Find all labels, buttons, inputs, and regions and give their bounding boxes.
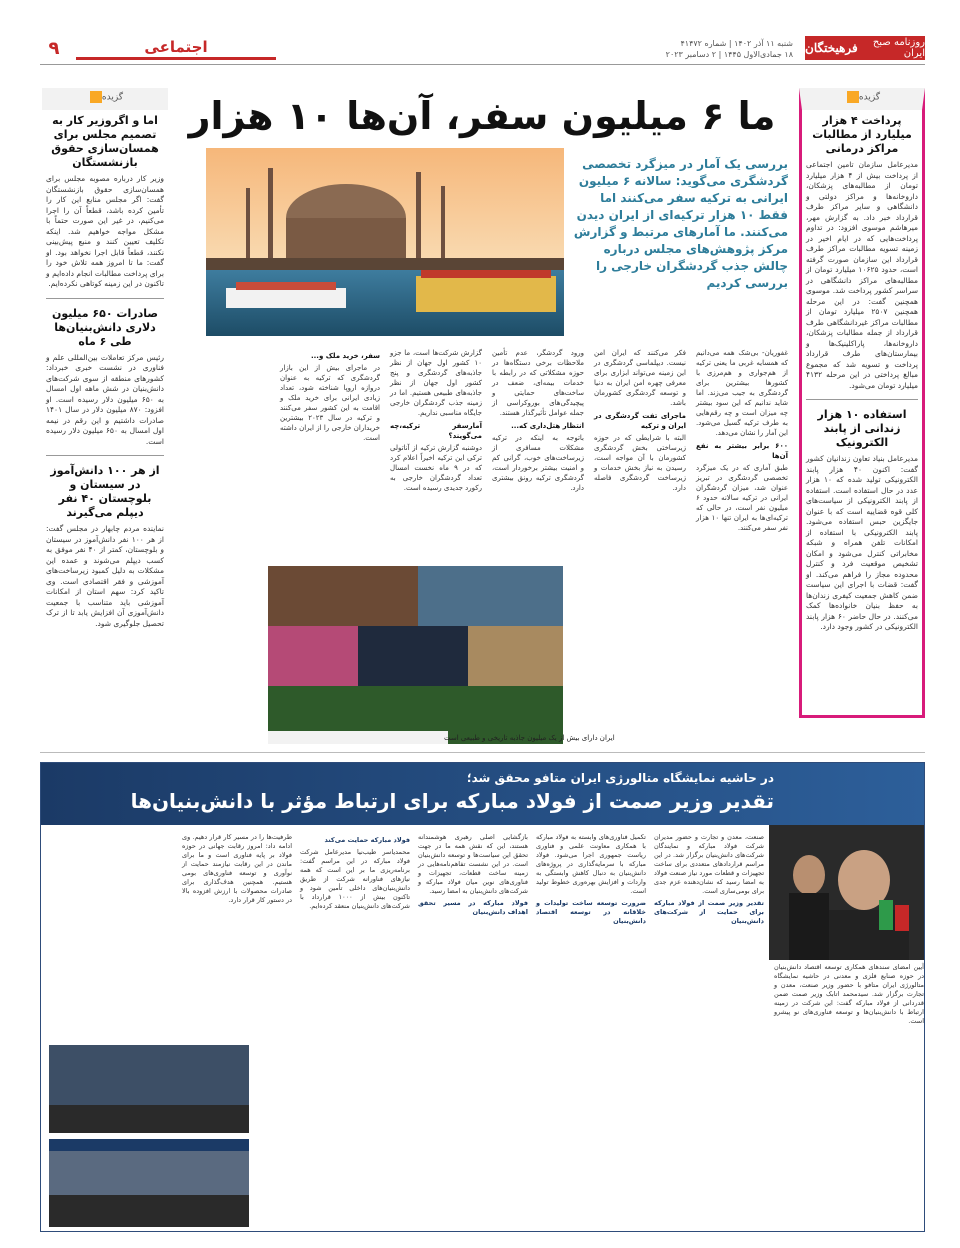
article-columns — [176, 348, 788, 746]
tag-marker-icon — [847, 91, 859, 103]
ad-column — [418, 833, 528, 1228]
collage-caption: ایران دارای بیش از یک میلیون جاذبه تاریخی و طبیعی است — [444, 734, 615, 742]
ad-column-text: محمدیاسر طیب‌نیا مدیرعامل شرکت فولاد مبارکه در این مراسم گفت: برنامه‌ریزی ما بر این است که همه نیازهای فناورانه شرکت از طریق دانش‌بنیان‌های داخلی تأمین شود و تاکنون بیش از ۱۰۰۰ قرارداد با شرکت‌های دانش‌بنیان منعقد کرده‌ایم. — [300, 848, 410, 910]
sidebar-right-tag: گزیده — [802, 91, 922, 103]
ad-column — [536, 833, 646, 1228]
ad-subheading: فولاد مبارکه در مسیر تحقق اهداف دانش‌بنیان — [418, 899, 528, 916]
news-body: وزیر کار درباره مصوبه مجلس برای همسان‌سازی حقوق بازنشستگان گفت: اگر مجلس منابع این کار را تأمین کرده باشد، قطعاً آن را اجرا می‌کنیم، در غیر این صورت حتماً با مشکل مواجه خواهیم شد. اینکه تکلیف تعیین کنند و منبع پیش‌بینی نکنند، قطعاً قابل اجرا نخواهد بود. او گفت: ما تا امروز همه تلاش خود را برای پرداخت مطالبات انجام داده‌ایم و تاکنون در این زمینه کوتاهی نکرده‌ایم. — [46, 174, 164, 288]
date-line-1: شنبه ۱۱ آذر ۱۴۰۲ | شماره ۴۱۴۷۲ — [680, 39, 793, 48]
subheading: انتظار هتل‌داری که... — [511, 422, 584, 430]
column-text: ورود گردشگر، عدم تأمین ملاحظات برخی دستگاه‌ها در حوزه مشکلاتی که در رابطه با خدمات بیمه‌ای، ضعف در ساخت‌های حمایتی و پیچیدگی‌های بوروکراسی از جمله عوامل تأثیرگذار هستند. — [492, 349, 584, 417]
column-text: البته با شرایطی که در حوزه زیرساختی بخش گردشگری کشورمان با آن مواجه است، رسیدن به نیاز بخش خدمات و زیرساخت گردشگری فاصله دارد. — [594, 434, 686, 492]
article-column — [390, 348, 482, 558]
section-title: اجتماعی — [76, 36, 276, 60]
subheading: آمارسفر ترکیه،چه می‌گویند؟ — [390, 422, 482, 440]
article-column — [492, 348, 584, 558]
date-line-2: ۱۸ جمادی‌الاول ۱۴۴۵ | ۲ دسامبر ۲۰۲۳ — [665, 50, 793, 59]
header-rule — [40, 64, 925, 65]
issue-date — [666, 38, 793, 60]
ad-column — [654, 833, 764, 1228]
news-title: استفاده ۱۰ هزار زندانی از پابند الکترونیک — [817, 408, 907, 449]
news-body: مدیرعامل سازمان تامین اجتماعی از پرداخت بیش از ۴ هزار میلیارد تومان از مطالبه‌های پزشکان، داروخانه‌ها و مراکز دولتی و دانشگاهی و سایر مراکز طرف قرارداد خبر داد. به گزارش مهر، میرهاشم موسوی افزود: در تداوم پرداخت‌هایی که در ایام اخیر در زمینه تسویه مطالبات مراکز طرف قرارداد این سازمان صورت گرفته است، حدود ۱۰۶۲۵ میلیارد تومان از مطالبه‌های مراکز دانشگاهی در سراسر کشور پرداخت شد. موسوی همچنین گفت: در این مرحله همچنین ۲۵۰۷ میلیارد تومان از مطالبات مراکز غیردانشگاهی طرف قرارداد از جمله مطالبات پزشکان، داروخانه‌ها، پاراکلینیک‌ها و بیمارستان‌های طرف قرارداد پرداخت و تسویه شد که مجموع مبالغ پرداختی در این مرحله ۴۱۳۲ میلیارد تومان می‌شود. — [806, 160, 919, 390]
ad-title-bar — [41, 763, 924, 825]
news-title: از هر ۱۰۰ دانش‌آموز در سیستان و بلوچستان ۴۰ نفر دیپلم می‌گیرند — [50, 464, 160, 519]
ad-subheading: ضرورت توسعه ساخت تولیدات و خلاقانه در توسعه اقتصاد دانش‌بنیان — [536, 899, 646, 925]
article-column — [594, 348, 686, 746]
ad-column — [300, 833, 410, 1228]
main-story — [176, 86, 788, 746]
column-text: طبق آماری که در یک میزگرد تخصصی گردشگری در تبریز عنوان شد، میزان گردشگران ایرانی در ترکیه سالانه حدود ۶ میلیون نفر است، در حالی که ترکیه‌ای‌ها به ایران تنها ۱۰ هزار نفر سفر می‌کنند. — [696, 464, 788, 532]
section-divider — [40, 752, 925, 753]
paper-brand — [805, 36, 925, 60]
ad-photo-group — [49, 1045, 249, 1227]
paper-logo: فرهیختگان — [805, 41, 858, 55]
paper-tagline: روزنامه صبح ایران — [872, 37, 925, 59]
ad-subheading: تقدیر وزیر صمت از فولاد مبارکه برای حمایت از شرکت‌های دانش‌بنیان — [654, 899, 764, 925]
divider — [806, 399, 918, 400]
column-text: باتوجه به اینکه در ترکیه مشکلات مسافری از زیرساخت‌های خوب، گرانی کم و امنیت بیشتر برخوردار است، گردشگری ترکیه رونق بیشتری دارد. — [492, 434, 584, 492]
sidebar-left — [42, 88, 168, 708]
tag-marker-icon — [90, 91, 102, 103]
news-title: پرداخت ۴ هزار میلیارد از مطالبات مراکز درمانی — [812, 114, 912, 155]
masthead — [40, 36, 925, 62]
ad-supertitle: در حاشیه نمایشگاه متالورژی ایران متافو محقق شد؛ — [466, 771, 774, 785]
column-text: دوشنبه گزارش ترکیه از آناتولی ترکی این ترکیه اخیراً اعلام کرد که در ۹ ماه نخست امسال تعداد گردشگران خارجی به رکورد جدیدی رسیده است. — [390, 444, 482, 492]
subheading: ۶۰۰ برابر بیشتر به نفع آن‌ها — [696, 442, 788, 460]
article-column — [280, 348, 380, 558]
column-text: فکر می‌کنند که ایران امن نیست. دیپلماسی گردشگری در این زمینه می‌تواند ابزاری برای معرفی چهره امن ایران به دنیا و توسعه گردشگری کشورمان باشد. — [594, 349, 686, 407]
ad-photo-minister — [769, 825, 924, 960]
advertorial — [40, 762, 925, 1232]
news-body: مدیرعامل بنیاد تعاون زندانیان کشور گفت: اکنون ۴۰ هزار پابند الکترونیکی تولید شده که ۱۰ هزار عدد در حال استفاده است. استفاده از پابند الکترونیکی از سیاست‌های کلی قوه قضاییه است که با عنوان جایگزین حبس استفاده می‌شود. پابند الکترونیکی با استفاده از امکانات تلفن همراه و شبکه مخابراتی کنترل می‌شود و امکان تشخیص موقعیت فرد و کنترل محدوده مجاز را فراهم می‌کند. او گفت: قضات با اجرای این سیاست ضمن کاهش جمعیت کیفری زندان‌ها به حفظ بنیان خانواده‌ها کمک می‌کنند. در حال حاضر ۶۰ هزار پابند الکترونیکی در کشور وجود دارد. — [806, 454, 919, 631]
article-column — [696, 348, 788, 746]
ad-column-text: طرفیت‌ها را در مسیر کار قرار دهیم. وی ادامه داد: امروز رقابت جهانی در حوزه فولاد بر پایه فناوری است و ما برای ماندن در این رقابت نیازمند حمایت از نوآوری و توسعه فناوری‌های بومی هستیم. همچنین هدف‌گذاری برای صادرات محصولات با ارزش افزوده بالا در دستور کار قرار دارد. — [182, 833, 292, 904]
column-text: غفوریان- بی‌شک همه می‌دانیم که همسایه غربی ما یعنی ترکیه از هم‌جواری و هم‌مرزی با کشورها بیشترین برای گردشگری به جیب می‌زند. اما شاید ندانیم که این سود بیشتر چه میزان است و چه رقم‌هایی به طرف ترکیه گسیل می‌شود. این آمار را نشان می‌دهد. — [696, 349, 788, 437]
divider — [46, 455, 164, 456]
page-number: ۹ — [48, 37, 60, 59]
ad-column — [182, 833, 292, 1038]
news-body: رئیس مرکز تعاملات بین‌المللی علم و فناوری در نشست خبری خبرداد: کشورهای منطقه از سوی شرکت‌های دانش‌بنیان در شش ماهه اول امسال به ۶۵۰ میلیون دلار رسیده است. او افزود: ۸۷۰ میلیون دلار در سال ۱۴۰۱ صادرات داشتیم و این رقم در نیمه اول امسال به ۶۵۰ میلیون دلار رسیده است. — [46, 352, 164, 446]
ad-column-text: تکمیل فناوری‌های وابسته به فولاد مبارکه با همکاری معاونت علمی و فناوری ریاست جمهوری اجرا می‌شود. فولاد مبارکه با سرمایه‌گذاری در پروژه‌های دانش‌بنیان به دنبال کاهش وابستگی به واردات و افزایش بهره‌وری خطوط تولید است. — [536, 833, 646, 895]
news-title: اما و اگروزیر کار به تصمیم مجلس برای همسان‌سازی حقوق بازنشستگان — [51, 114, 159, 169]
news-body: نماینده مردم چابهار در مجلس گفت: از هر ۱۰۰ نفر دانش‌آموز در سیستان و بلوچستان، کمتر از ۴۰ نفر موفق به کسب دیپلم می‌شوند و عمده این مشکلات به دلیل کمبود زیرساخت‌های آموزشی و فقر اقتصادی است. وی تاکید کرد: سهم استان از امکانات آموزشی باید متناسب با جمعیت دانش‌آموزی آن افزایش یابد تا از ترک تحصیل جلوگیری شود. — [46, 524, 164, 628]
ad-title: تقدیر وزیر صمت از فولاد مبارکه برای ارتباط مؤثر با دانش‌بنیان‌ها — [130, 789, 774, 813]
divider — [46, 298, 164, 299]
subheading: سفر، خرید ملک و... — [310, 352, 380, 360]
ad-photo-text: آیین امضای سندهای همکاری توسعه اقتصاد دانش‌بنیان در حوزه صنایع فلزی و معدنی در حاشیه نمایشگاه متالورژی ایران متافو با حضور وزیر صنعت، معدن و تجارت برگزار شد. سیدمحمد اتابک وزیر صمت ضمن قدردانی از فولاد مبارکه گفت: این شرکت در زمینه ارتباط با دانش‌بنیان‌ها و توسعه فناوری‌های نو پیشرو است. — [774, 963, 924, 1025]
news-title: صادرات ۶۵۰ میلیون دلاری دانش‌بنیان‌ها طی ۶ ماه — [52, 306, 158, 348]
sidebar-right — [799, 88, 925, 718]
main-headline: ما ۶ میلیون سفر، آن‌ها ۱۰ هزار — [188, 94, 776, 138]
column-text: در ماجرای بیش از این بازار گردشگری که ترکیه به عنوان دروازه اروپا شناخته شود، تعداد زیادی ایرانی برای خرید ملک و اقامت به این کشور سفر می‌کنند و ترکیه در سال ۲۰۲۳ بیشترین خریداران خارجی را از ایران داشته است. — [280, 364, 380, 442]
photo-collage — [268, 566, 615, 744]
sidebar-left-tag: گزیده — [42, 91, 168, 103]
subheading: ماجرای تفت گردشگری در ایران و ترکیه — [594, 412, 686, 430]
ad-subheading: فولاد مبارکه حمایت می‌کند — [324, 836, 410, 844]
column-text: گزارش شرکت‌ها است، ما جزو ۱۰ کشور اول جهان از نظر جاذبه‌های گردشگری و پنج کشور اول جهان از نظر جاذبه‌های طبیعی هستیم. اما در زمینه جذب گردشگران خارجی جایگاه مناسبی نداریم. — [390, 349, 482, 417]
ad-column-text: بازگشایی اصلی رهبری هوشمندانه هستند، این که نقش همه ما در جهت تحقق این سیاست‌ها و توسعه دانش‌بنیان است. در این نشست تفاهم‌نامه‌هایی در زمینه ساخت قطعات، تجهیزات و فناوری‌های نوین میان فولاد مبارکه و شرکت‌های دانش‌بنیان به امضا رسید. — [418, 833, 528, 895]
ad-column-text: صنعت، معدن و تجارت و حضور مدیران شرکت فولاد مبارکه و نمایندگان شرکت‌های دانش‌بنیان برگزار شد. در این مراسم قراردادهای متعددی برای ساخت تجهیزات و قطعات مورد نیاز صنعت فولاد به امضا رسید که نشان‌دهنده عزم جدی برای بومی‌سازی است. — [654, 833, 764, 895]
hero-photo-istanbul — [206, 148, 564, 336]
lead-paragraph: بررسی یک آمار در میزگرد تخصصی گردشگری می‌گوید: سالانه ۶ میلیون ایرانی به ترکیه سفر می‌کنند اما فقط ۱۰ هزار ترکیه‌ای از ایران دیدن می‌کنند. ما آمارهای مرتبط و گزارش مرکز پژوهش‌های مجلس درباره چالش جذب گردشگران خارجی را بررسی کردیم — [573, 157, 788, 290]
